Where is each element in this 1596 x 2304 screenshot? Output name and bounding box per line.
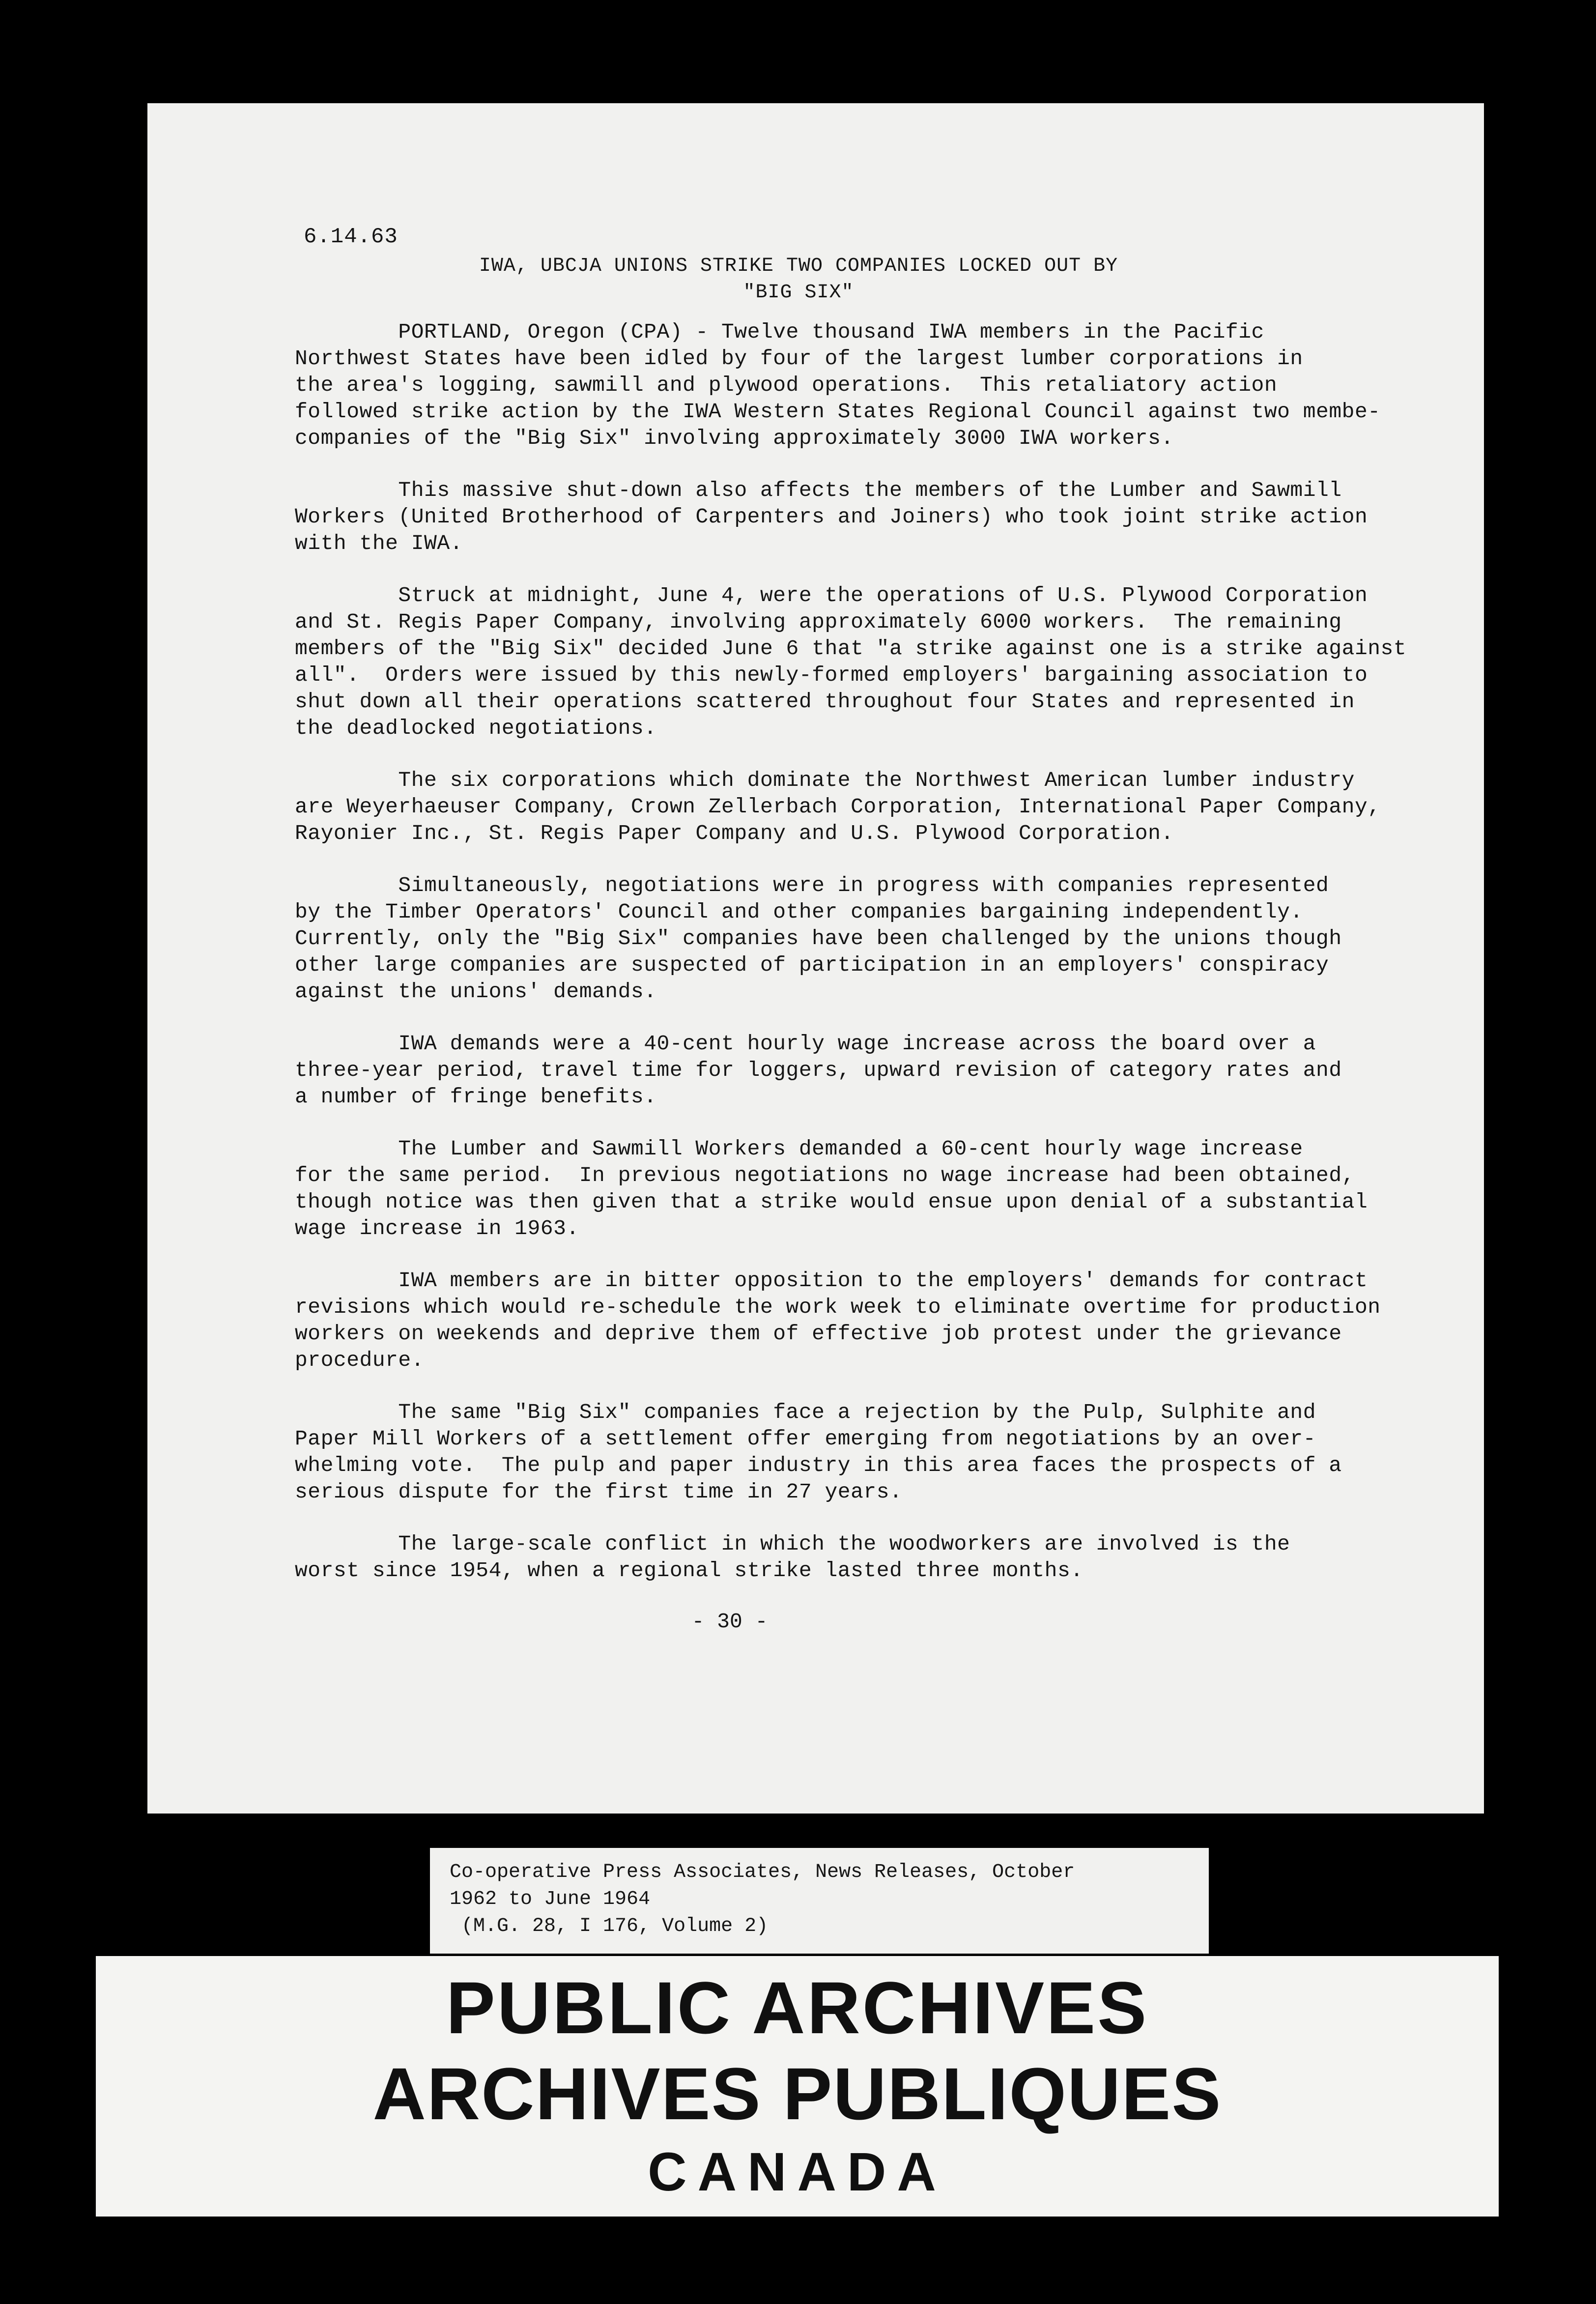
- paragraph-6: IWA demands were a 40-cent hourly wage increase across the board over a three-year period, travel time for loggers, upward revision of category rates and a number of fringe benefits.: [295, 1032, 1342, 1109]
- stamp-line-country: CANADA: [648, 2142, 947, 2202]
- paragraph-3: Struck at midnight, June 4, were the operations of U.S. Plywood Corporation and St. Regis Paper Company, involving approximately 6000 workers. The remaining members of the "Big Six" decided June 6 that "a strike against one is a strike against all". Orders were issued by this newly-formed employers' bargaining association to shut down all their operations scattered throughout four States and represented in the deadlocked negotiations.: [295, 583, 1407, 740]
- paragraph-1: PORTLAND, Oregon (CPA) - Twelve thousand IWA members in the Pacific Northwest States have been idled by four of the largest lumber corporations in the area's logging, sawmill and plywood operations. This retaliatory action followed strike action by the IWA Western States Regional Council against two membe- companies of the "Big Six" involving approximately 3000 IWA workers.: [295, 320, 1381, 450]
- paragraph-7: The Lumber and Sawmill Workers demanded a 60-cent hourly wage increase for the same period. In previous negotiations no wage increase had been obtained, though notice was then given that a strike would ensue upon denial of a substantial wage increase in 1963.: [295, 1137, 1368, 1240]
- document-title: [295, 253, 1302, 306]
- page-number: - 30 -: [691, 1610, 768, 1634]
- document-date: 6.14.63: [304, 225, 398, 249]
- source-line-1: Co-operative Press Associates, News Releases, October: [450, 1861, 1075, 1883]
- paragraph-5: Simultaneously, negotiations were in progress with companies represented by the Timber Operators' Council and other companies bargaining independently. Currently, only the "Big Six" companies have been challenged by the unions though other large companies are suspected of participation in an employers' conspiracy against the unions' demands.: [295, 873, 1342, 1004]
- paragraph-2: This massive shut-down also affects the members of the Lumber and Sawmill Workers (United Brotherhood of Carpenters and Joiners) who took joint strike action with the IWA.: [295, 478, 1368, 555]
- paragraph-8: IWA members are in bitter opposition to the employers' demands for contract revisions which would re-schedule the work week to eliminate overtime for production workers on weekends and deprive them of effective job protest under the grievance procedure.: [295, 1268, 1381, 1372]
- paragraph-9: The same "Big Six" companies face a rejection by the Pulp, Sulphite and Paper Mill Workers of a settlement offer emerging from negotiations by an over- whelming vote. The pulp and paper industry in this area faces the prospects of a serious dispute for the first time in 27 years.: [295, 1400, 1342, 1504]
- stamp-line-english: PUBLIC ARCHIVES: [446, 1966, 1149, 2049]
- source-citation-label: [430, 1848, 1209, 1954]
- paragraph-4: The six corporations which dominate the Northwest American lumber industry are Weyerhaeuser Company, Crown Zellerbach Corporation, International Paper Company, Rayonier Inc., St. Regis Paper Company and U.S. Plywood Corporation.: [295, 768, 1381, 845]
- source-line-2: 1962 to June 1964: [450, 1888, 651, 1910]
- archive-stamp: [96, 1956, 1499, 2217]
- title-line-2: "BIG SIX": [743, 282, 854, 304]
- paragraph-10: The large-scale conflict in which the woodworkers are involved is the worst since 1954, when a regional strike lasted three months.: [295, 1532, 1290, 1583]
- source-line-3: (M.G. 28, I 176, Volume 2): [450, 1915, 769, 1937]
- title-line-1: IWA, UBCJA UNIONS STRIKE TWO COMPANIES LOCKED OUT BY: [479, 255, 1118, 277]
- document-page: [147, 103, 1484, 1814]
- stamp-line-french: ARCHIVES PUBLIQUES: [372, 2052, 1222, 2135]
